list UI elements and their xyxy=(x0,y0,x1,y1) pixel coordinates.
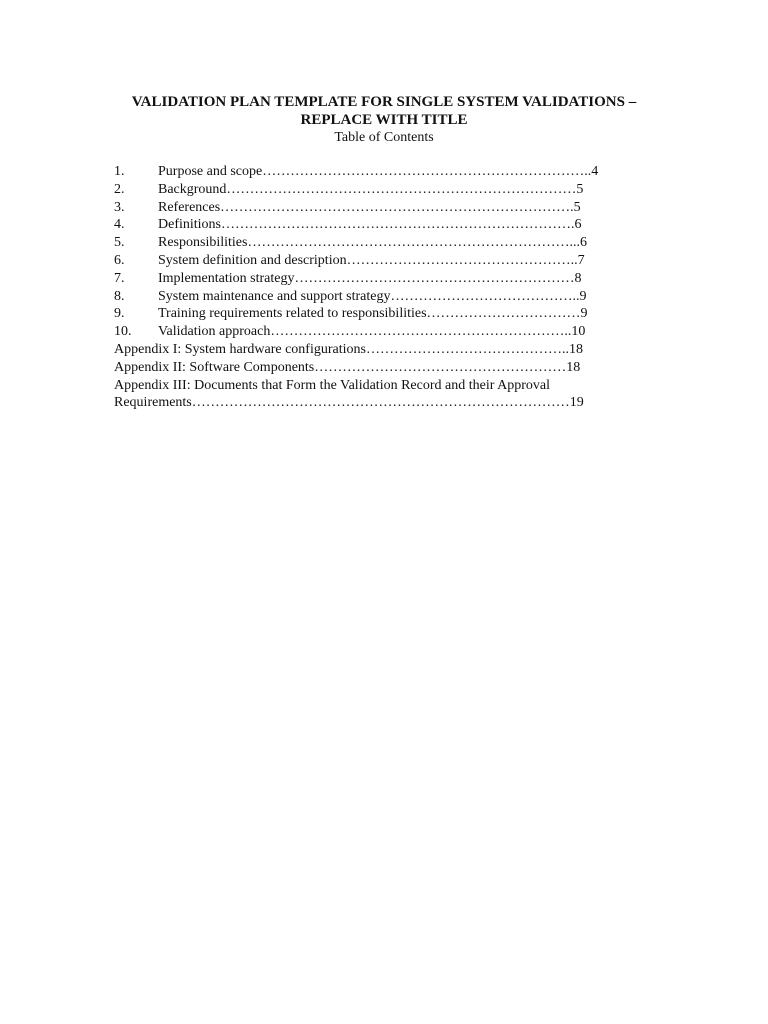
toc-entry-text: System maintenance and support strategy…………………………………..9 xyxy=(158,288,587,304)
toc-entry xyxy=(114,252,634,270)
toc-entry-text: Implementation strategy……………………………………………………8 xyxy=(158,270,582,286)
toc-entry xyxy=(114,216,634,234)
toc-appendix-entry: Appendix II: Software Components………………………………………………18 xyxy=(114,359,581,375)
toc-appendix-entry: Appendix III: Documents that Form the Validation Record and their Approval xyxy=(114,377,550,393)
toc-entry-number: 4. xyxy=(114,217,125,233)
toc-entry-number: 9. xyxy=(114,306,125,322)
toc-entry xyxy=(114,234,634,252)
toc-entry-text: Background…………………………………………………………………5 xyxy=(158,181,584,197)
toc-entry-number: 1. xyxy=(114,164,125,179)
toc-appendix-entry: Requirements………………………………………………………………………19 xyxy=(114,395,584,411)
toc-entry-text: References………………………………………………………………….5 xyxy=(158,199,581,215)
toc-entry-number: 3. xyxy=(114,199,125,215)
toc-entry-number: 10. xyxy=(114,324,132,340)
toc-entry-number: 6. xyxy=(114,252,125,268)
toc-entry-text: Training requirements related to responsibilities……………………………9 xyxy=(158,306,588,322)
toc-entry-text: System definition and description…………………………………………..7 xyxy=(158,252,585,268)
toc-entry-text: Definitions………………………………………………………………….6 xyxy=(158,217,582,233)
toc-entry xyxy=(114,323,634,341)
toc-entry xyxy=(114,270,634,288)
toc-entry-text: Purpose and scope……………………………………………………………..4 xyxy=(158,164,599,179)
table-of-contents-heading: Table of Contents xyxy=(334,130,434,145)
toc-entry xyxy=(114,288,634,306)
toc-appendix-entry: Appendix I: System hardware configurations……………………………………..18 xyxy=(114,341,583,357)
toc-entry-text: Validation approach………………………………………………………..10 xyxy=(158,324,586,340)
toc-entry-number: 2. xyxy=(114,181,125,197)
document-title-line-2: REPLACE WITH TITLE xyxy=(300,112,468,128)
toc-entry xyxy=(114,163,634,181)
toc-entry-number: 5. xyxy=(114,235,125,251)
toc-entry xyxy=(114,305,634,323)
toc-entry xyxy=(114,181,634,199)
toc-entry xyxy=(114,199,634,217)
toc-entry-number: 7. xyxy=(114,270,125,286)
document-title-line-1: VALIDATION PLAN TEMPLATE FOR SINGLE SYSTEM VALIDATIONS – xyxy=(131,94,637,110)
toc-entry-number: 8. xyxy=(114,288,125,304)
toc-entry-text: Responsibilities……………………………………………………………...6 xyxy=(158,235,587,251)
table-of-contents xyxy=(114,163,634,412)
